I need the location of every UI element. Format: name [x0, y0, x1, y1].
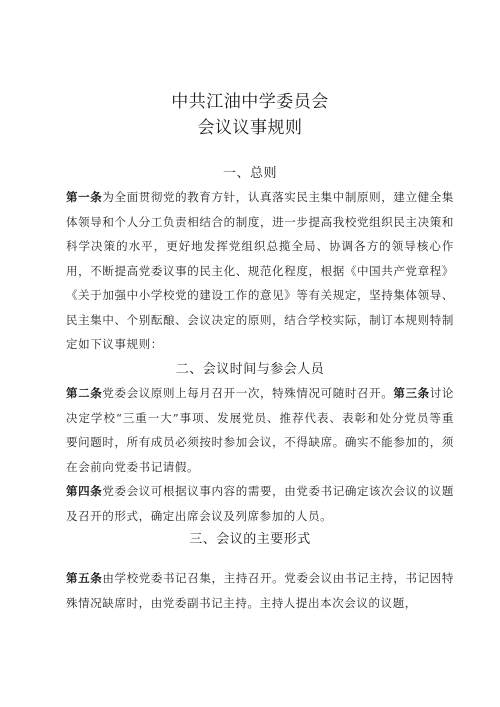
article-1-text: 为全面贯彻党的教育方针，认真落实民主集中制原则，建立健全集体领导和个人分工负责相结合的制度，进一步提高我校党组织民主决策和科学决策的水平，更好地发挥党组织总揽全局、协调各方的领导核心作用，不断提高党委议事的民主化、规范化程度，根据《中国共产党章程》《关于加强中小学校党的建设工作的意见》等有关规定，坚持集体领导、民主集中、个别酝酿、会议决定的原则，结合学校实际，制订本规则特制定如下议事规则： — [66, 190, 454, 351]
article-2-label: 第二条 — [66, 386, 103, 400]
article-1 — [66, 185, 454, 357]
article-5 — [66, 566, 454, 615]
document-title-line2: 会议议事规则 — [197, 118, 303, 138]
article-4-text: 党委会议可根据议事内容的需要，由党委书记确定该次会议的议题及召开的形式，确定出席会议及列席参加的人员。 — [66, 484, 454, 523]
article-3-label: 第三条 — [393, 386, 430, 400]
article-4-label: 第四条 — [66, 484, 103, 498]
article-5-label: 第五条 — [66, 571, 103, 585]
section-heading-meeting-forms: 三、会议的主要形式 — [189, 532, 311, 547]
article-4 — [66, 479, 454, 528]
document-title-line1: 中共江油中学委员会 — [171, 92, 329, 112]
article-5-text: 由学校党委书记召集，主持召开。党委会议由书记主持，书记因特殊情况缺席时，由党委副书记主持。主持人提出本次会议的议题， — [66, 571, 454, 610]
section-heading-general: 一、总则 — [222, 166, 277, 181]
section-heading-meeting-time: 二、会议时间与参会人员 — [175, 362, 325, 377]
article-1-label: 第一条 — [66, 190, 103, 204]
article-2-text: 党委会议原则上每月召开一次，特殊情况可随时召开。 — [102, 386, 394, 400]
article-2-3 — [66, 381, 454, 479]
article-3-text: 讨论决定学校“三重一大”事项、发展党员、推荐代表、表彰和处分党员等重要问题时，所有成员必须按时参加会议，不得缺席。确实不能参加的，须在会前向党委书记请假。 — [66, 386, 454, 474]
